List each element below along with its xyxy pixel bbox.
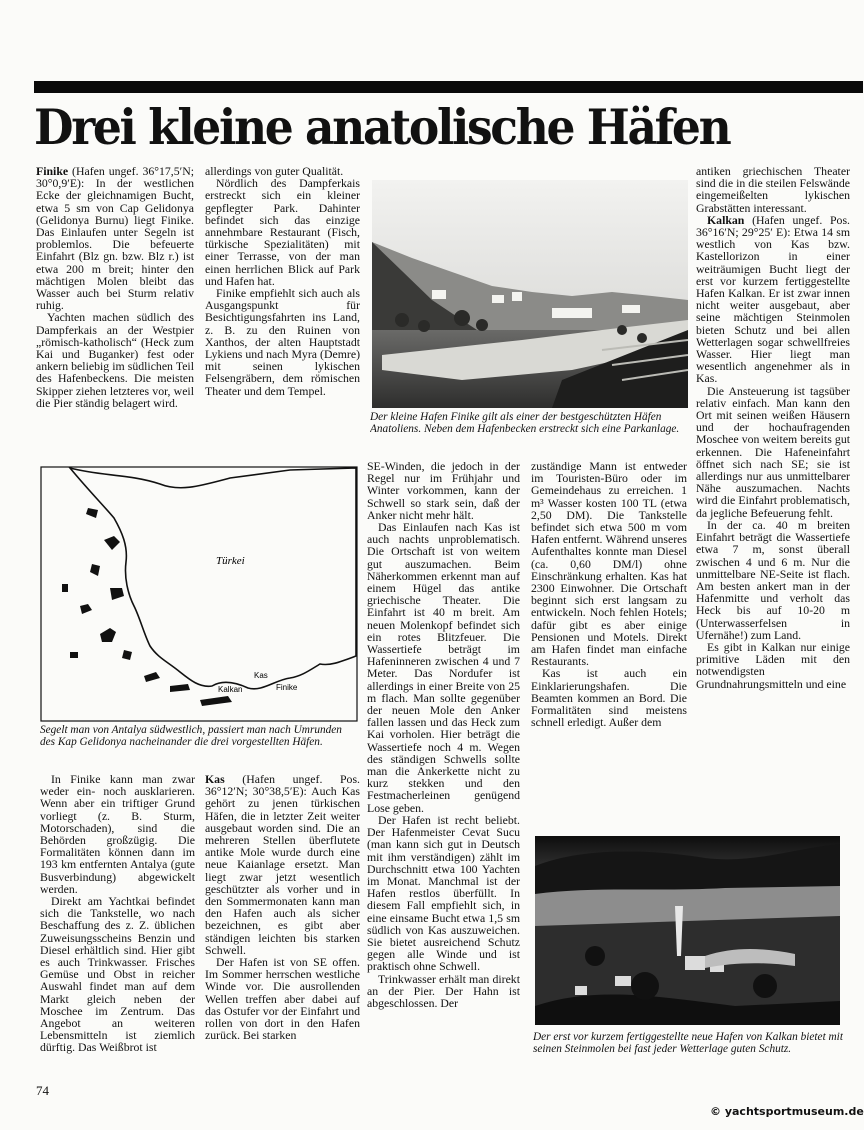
paragraph (205, 773, 360, 956)
paragraph-text: In Finike kann man zwar weder ein- noch ausklarieren. Wenn aber ein triftiger Grund vorliegt (z. B. Sturm, Motorschaden), sind die Behörden großzügig. Die Formalitäten können dann im 193 km entfernten Antalya (gute Busverbindung) abgewickelt werden. (40, 773, 195, 896)
paragraph (367, 460, 520, 521)
map-label-tuerkei: Türkei (216, 555, 245, 567)
paragraph (40, 773, 195, 895)
copyright-credit: © yachtsportmuseum.de (710, 1105, 864, 1118)
column-4-mid (531, 460, 687, 763)
paragraph-text: Die Ansteuerung ist tagsüber relativ einfach. Man kann den Ort mit seinen weißen Häusern und der hochaufragenden Moschee von weitem bereits gut erkennen. Die Hafeneinfahrt öffnet sich nach SE; sie ist allerdings nur aus unmittelbarer Nähe auszumachen. Nachts wird die Einfahrt problematisch, da jegliche Befeuerung fehlt. (696, 383, 850, 520)
paragraph (367, 973, 520, 1010)
kalkan-photo-caption: Der erst vor kurzem fertiggestellte neue Hafen von Kalkan bietet mit seinen Steinmolen bei fast jeder Wetterlage guten Schutz. (533, 1031, 843, 1056)
column-3-mid (367, 460, 520, 1075)
column-1-bottom (40, 773, 195, 1073)
map-label-kalkan: Kalkan (218, 685, 243, 694)
paragraph-text: Direkt am Yachtkai befindet sich die Tankstelle, wo nach Beschaffung des z. Z. üblichen Zuweisungsscheins Benzin und Diesel erhältlich sind. Hier gibt es auch Trinkwasser. Frisches Gemüse und Obst in reicher Auswahl findet man auf dem Markt gleich neben der Moschee im Zentrum. Das Angebot an weiteren Lebensmitteln ist ziemlich dürftig. Das Weißbrot ist (40, 894, 195, 1055)
paragraph-text: Der Hafen ist recht beliebt. Der Hafenmeister Cevat Sucu (man kann sich gut in Deutsch mit ihm verständigen) zählt im Durchschnitt etwa 100 Yachten im Monat. Manchmal ist der Hafen restlos überfüllt. In diesem Fall empfiehlt sich, in eine einsame Bucht etwa 1,5 sm südlich von Kas auszuweichen. Sie bietet ausreichend Schutz gegen alle Winde und ist praktisch ohne Schwell. (367, 812, 520, 974)
paragraph-text: (Hafen ungef. Pos. 36°16′N; 29°25′ E): Etwa 14 sm westlich von Kas bzw. Kastellorizon in einer weiträumigen Bucht liegt der erst vor kurzem fertiggestellte Hafen Kalkan. Er ist zwar innen nicht weiter ausgebaut, aber seine mächtigen Steinmolen bieten Schutz und bei allen Wetterlagen sogar schwellfreies Wasser. Hier liegt man wesentlich angenehmer als in Kas. (696, 212, 850, 386)
paragraph-text: Der Hafen ist von SE offen. Im Sommer herrschen westliche Winde vor. Die ausrollenden Wellen treffen aber dabei auf das Ostufer vor der Einfahrt und rollen von dort in den Hafen zurück. Bei starken (205, 955, 360, 1043)
paragraph-text: SE-Winden, die jedoch in der Regel nur im Frühjahr und Winter vorkommen, kann der Schwell so stark sein, daß der Anker nicht mehr hält. (367, 460, 520, 522)
paragraph (696, 385, 850, 519)
paragraph (205, 287, 360, 397)
paragraph (696, 519, 850, 641)
paragraph-text: Es gibt in Kalkan nur einige primitive Läden mit den notwendigsten Grundnahrungsmitteln und eine (696, 639, 850, 691)
paragraph-text: (Hafen ungef. 36°17,5′N; 30°0,9′E): In der westlichen Ecke der gleichnamigen Bucht, etwa 5 sm von Cap Gelidonya (Gelidonya Burnu) liegt Finike. Das Einlaufen unter Segeln ist problemlos. Die befeuerte Einfahrt (Blz gn. bzw. Blz r.) ist etwa 200 m breit; hinter den mächtigen Molen bleibt das Wasser auch bei Sturm relativ ruhig. (36, 165, 194, 313)
paragraph (367, 814, 520, 973)
paragraph (36, 311, 194, 409)
paragraph-text: Kas ist auch ein Einklarierungshafen. Die Beamten kommen an Bord. Die Formalitäten sind meistens schnell erledigt. Außer dem (531, 666, 687, 730)
paragraph-text: Nördlich des Dampferkais erstreckt sich ein kleiner gepflegter Park. Dahinter befindet sich das einzige annehmbare Restaurant (Fisch, türkische Spezialitäten) mit einer Terrasse, von der man einen herrlichen Blick auf Park und Hafen hat. (205, 176, 360, 288)
paragraph (205, 956, 360, 1041)
paragraph (36, 165, 194, 311)
headline-rule (34, 81, 863, 93)
column-5 (696, 165, 850, 765)
paragraph-text: allerdings von guter Qualität. (205, 165, 344, 178)
paragraph-lead: Kas (205, 773, 225, 786)
paragraph-text: Yachten machen südlich des Dampferkais an der Westpier „römisch-katholisch“ (Heck zum Kai und Buganker) fest oder ankern beliebig im südlichen Teil des Hafenbeckens. Die meisten Skipper ziehen letzteres vor, weil die Pier ständig belagert wird. (36, 310, 194, 410)
paragraph (205, 177, 360, 287)
paragraph (696, 165, 850, 214)
page-number: 74 (36, 1083, 49, 1098)
column-2-bottom (205, 773, 360, 1073)
paragraph (531, 667, 687, 728)
paragraph-text: antiken griechischen Theater sind die in die steilen Felswände eingemeißelten lykischen Grabstätten interessant. (696, 165, 850, 215)
column-2-top (205, 165, 360, 450)
finike-harbour-photo (372, 180, 688, 408)
paragraph-lead: Finike (36, 165, 69, 178)
paragraph-text: zuständige Mann ist entweder im Touristen-Büro oder im Gemeindehaus zu erreichen. 1 m³ Wasser kosten 100 TL (etwa 2,50 DM). Die Tankstelle befindet sich etwa 500 m vom Hafen entfernt. Während unseres Aufenthaltes konnte man Diesel (ca. 0,60 DM/l) ohne Einschränkung erhalten. Kas hat 2300 Einwohner. Die Ortschaft beginnt sich erst langsam zu entwickeln. Noch fehlen Hotels; dafür gibt es aber einige Pensionen und Motels. Direkt am Hafen findet man einfache Restaurants. (531, 460, 687, 669)
kalkan-harbour-photo (535, 836, 840, 1025)
paragraph-text: Finike empfiehlt sich auch als Ausgangspunkt für Besichtigungsfahrten ins Land, z. B. zu den Ruinen von Xanthos, der alten Hauptstadt Lykiens und nach Myra (Demre) mit seinen lykischen Felsengräbern, dem römischen Theater und dem Tempel. (205, 286, 360, 398)
paragraph (367, 521, 520, 814)
paragraph-text: Das Einlaufen nach Kas ist auch nachts unproblematisch. Die Ortschaft ist von weitem gut auszumachen. Beim Näherkommen erkennt man auf einem Hügel das antike griechische Theater. Die Einfahrt ist 40 m breit. Am neuen Molenkopf befindet sich ein rotes Blitzfeuer. Die Wassertiefe beträgt im Hafeninneren zwischen 4 und 7 Meter. Das Nordufer ist allerdings in einer Breite von 25 m flach. Man sollte gegenüber der neuen Mole den Anker fallen lassen und das Heck zum Kai vorholen. Hier beträgt die Wassertiefe noch 4 m. Wegen des ständigen Schwells sollte man die Ankerkette nicht zu kurz stekken und den Festmacherleinen genügend Lose geben. (367, 520, 520, 815)
paragraph-lead: Kalkan (707, 212, 745, 227)
headline: Drei kleine anatolische Häfen (34, 98, 730, 156)
map-label-finike: Finike (276, 683, 298, 692)
paragraph (696, 214, 850, 385)
column-1-top (36, 165, 194, 450)
map-label-kas: Kas (254, 671, 268, 680)
turkey-coast-map (40, 466, 358, 722)
paragraph-text: Trinkwasser erhält man direkt an der Pier. Der Hahn ist abgeschlossen. Der (367, 971, 520, 1010)
paragraph (40, 895, 195, 1054)
paragraph-text: In der ca. 40 m breiten Einfahrt beträgt die Wassertiefe etwa 7 m, sonst überall zwischen 4 und 6 m. Nur die unmittelbare NE-Seite ist flach. Am besten ankert man in der Hafenmitte und verholt das Heck bis auf 10-20 m (Unterwasserfelsen in Ufernähe!) zum Land. (696, 517, 850, 642)
paragraph (531, 460, 687, 667)
finike-photo-caption: Der kleine Hafen Finike gilt als einer der bestgeschützten Häfen Anatoliens. Neben dem Hafenbecken erstreckt sich eine Parkanlage. (370, 411, 680, 436)
paragraph-text: (Hafen ungef. Pos. 36°12′N; 30°38,5′E): Auch Kas gehört zu jenen türkischen Häfen, die in letzter Zeit weiter ausgebaut worden sind. Die an mehreren Stellen überflutete antike Mole wurde durch eine neue Kaianlage ersetzt. Man liegt zwar jetzt wesentlich geschützter als vorher und in den Sommermonaten kann man den Hafen auch als sicher bezeichnen, es gibt aber ständigen leichten bis starken Schwell. (205, 773, 360, 957)
map-caption: Segelt man von Antalya südwestlich, passiert man nach Umrunden des Kap Gelidonya nacheinander die drei vorgestellten Häfen. (40, 724, 342, 749)
paragraph (696, 641, 850, 690)
